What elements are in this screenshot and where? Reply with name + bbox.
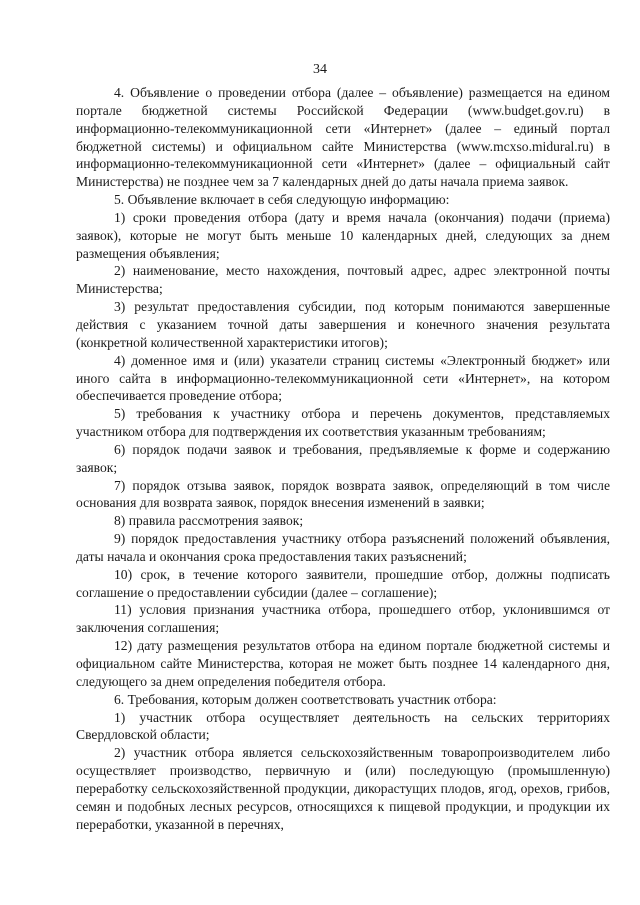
list-item-5-10: 10) срок, в течение которого заявители, прошедшие отбор, должны подписать соглашение о предоставлении субсидии (далее – соглашение); [76, 566, 610, 600]
list-item-5-12: 12) дату размещения результатов отбора на едином портале бюджетной системы и официальном сайте Министерства, которая не может быть позднее 14 календарного дня, следующего за днем определения победителя отбора. [76, 638, 610, 689]
list-item-6-2: 2) участник отбора является сельскохозяйственным товаропроизводителем либо осуществляет производство, первичную и (или) последующую (промышленную) переработку сельскохозяйственной продукции, дикорастущих плодов, ягод, орехов, грибов, семян и подобных лесных ресурсов, относящихся к пищевой продукции, и продукции их переработки, указанной в перечнях, [76, 745, 610, 832]
list-item-5-6: 6) порядок подачи заявок и требования, предъявляемые к форме и содержанию заявок; [76, 441, 610, 475]
paragraph-5: 5. Объявление включает в себя следующую информацию: [114, 192, 450, 208]
list-item-5-9: 9) порядок предоставления участнику отбора разъяснений положений объявления, даты начала и окончания срока предоставления таких разъяснений; [76, 531, 610, 564]
list-item-5-11: 11) условия признания участника отбора, прошедшего отбор, уклонившимся от заключения соглашения; [76, 602, 610, 636]
list-item-5-1: 1) сроки проведения отбора (дату и время начала (окончания) подачи (приема) заявок), которые не могут быть меньше 10 календарных дней, следующих за днем размещения объявления; [76, 209, 610, 261]
list-item-5-7: 7) порядок отзыва заявок, порядок возврата заявок, определяющий в том числе основания для возврата заявок, порядок внесения изменений в заявки; [76, 477, 610, 511]
list-item-5-5: 5) требования к участнику отбора и перечень документов, представляемых участником отбора для подтверждения их соответствия указанным требованиям; [76, 406, 610, 440]
document-body [76, 84, 610, 833]
paragraph-4: 4. Объявление о проведении отбора (далее – объявление) размещается на едином портале бюджетной системы Российской Федерации (www.budget.gov.ru) в информационно-телекоммуникационной сети «Интернет» (далее – единый портал бюджетной системы) и официальном сайте Министерства (www.mcxso.midural.ru) в информационно-телекоммуникационной сети «Интернет» (далее – официальный сайт Министерства) не позднее чем за 7 календарных дней до даты начала приема заявок. [76, 85, 610, 190]
list-item-5-8: 8) правила рассмотрения заявок; [114, 513, 304, 529]
list-item-5-4: 4) доменное имя и (или) указатели страниц системы «Электронный бюджет» или иного сайта в информационно-телекоммуникационной сети «Интернет», на котором обеспечивается проведение отбора; [76, 352, 610, 404]
list-item-5-2: 2) наименование, место нахождения, почтовый адрес, адрес электронной почты Министерства; [76, 263, 610, 297]
page-number: 34 [313, 62, 327, 77]
list-item-6-1: 1) участник отбора осуществляет деятельность на сельских территориях Свердловской области; [76, 709, 610, 743]
list-item-5-3: 3) результат предоставления субсидии, под которым понимаются завершенные действия с указанием точной даты завершения и конечного значения результата (конкретной количественной характеристики итогов); [76, 299, 610, 350]
paragraph-6: 6. Требования, которым должен соответствовать участник отбора: [114, 691, 497, 707]
